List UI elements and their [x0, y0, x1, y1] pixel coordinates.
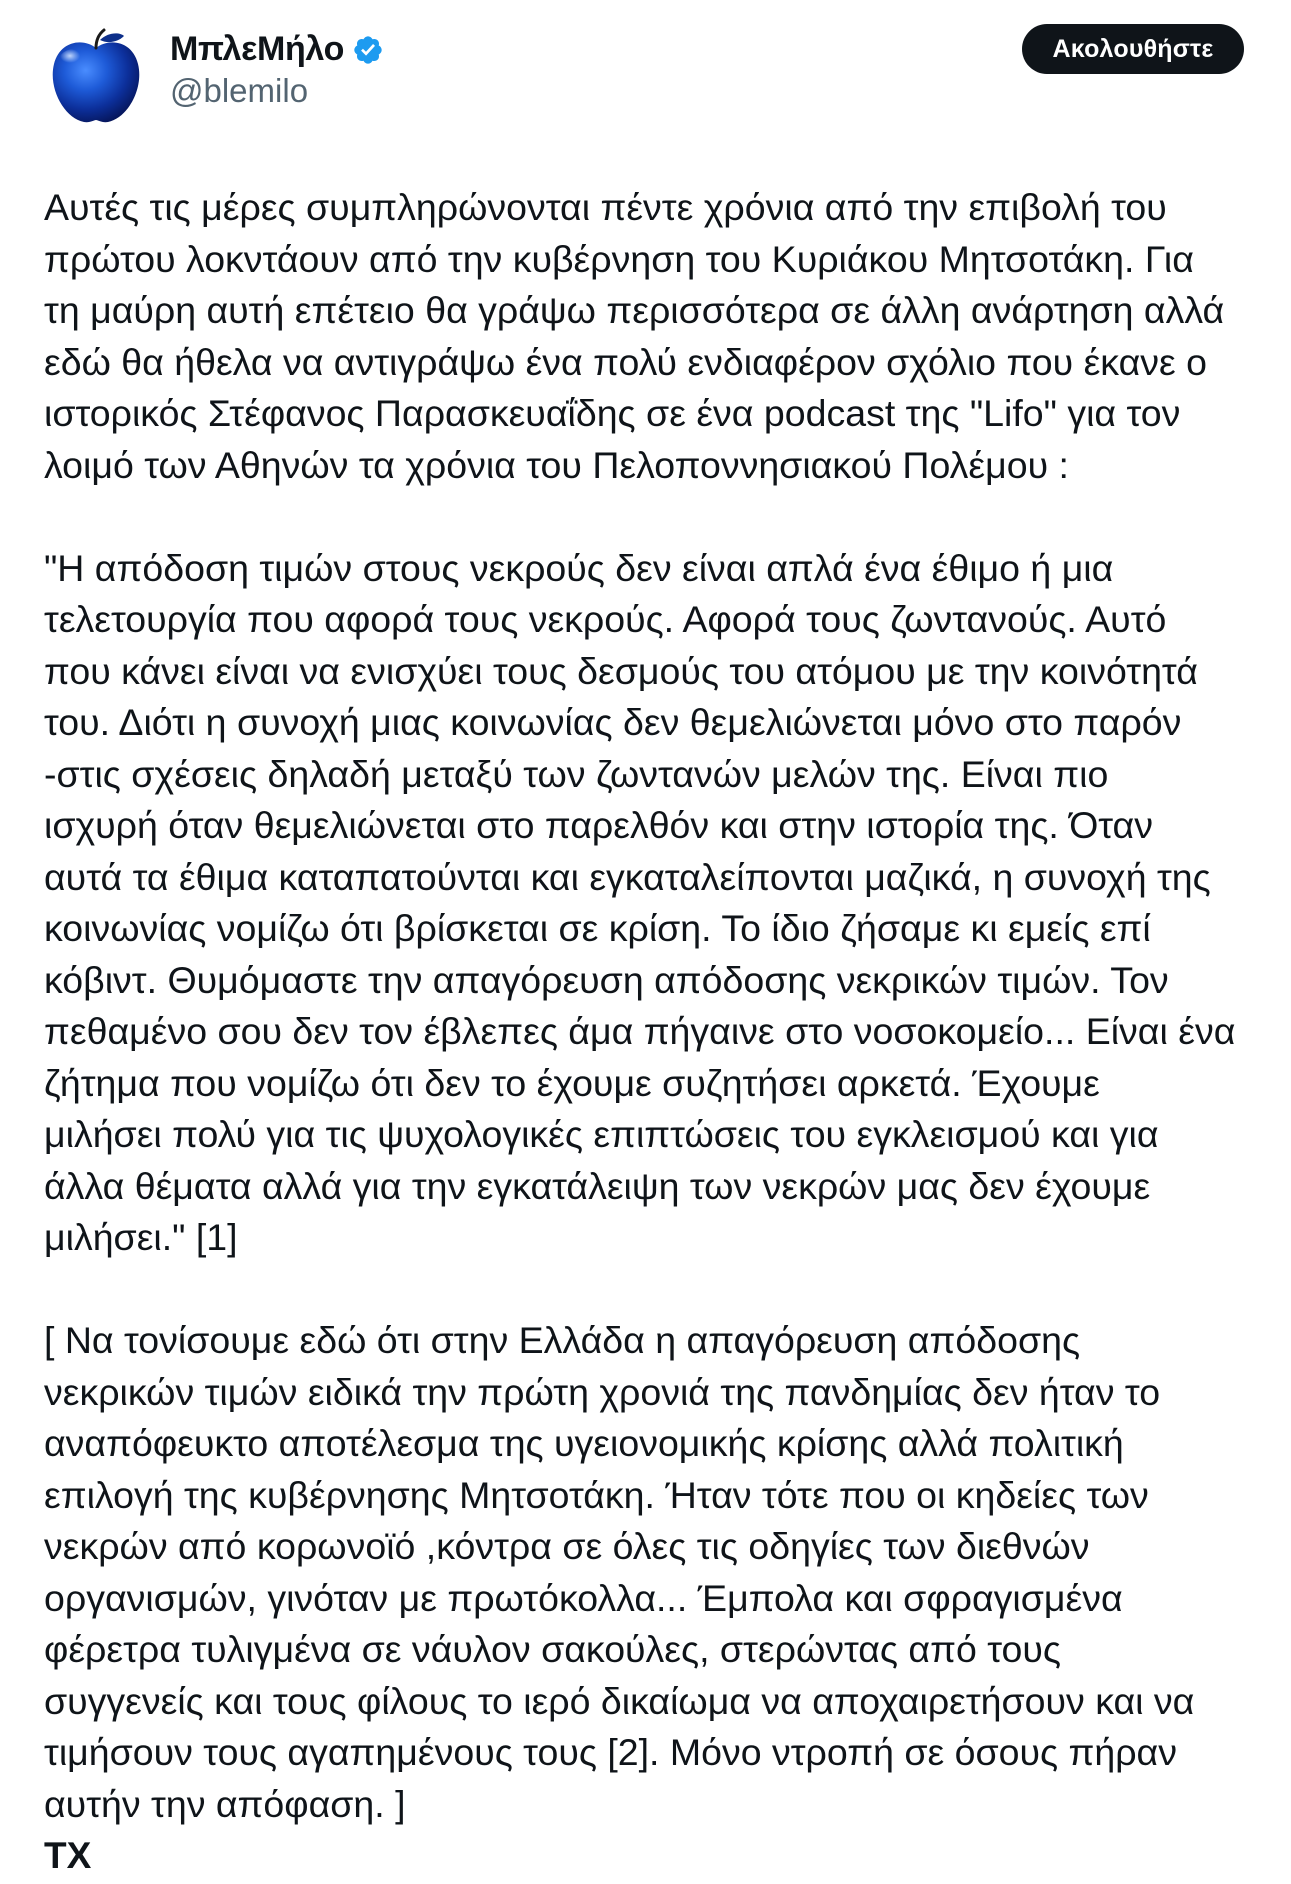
- tweet-paragraph-1: Αυτές τις μέρες συμπληρώνονται πέντε χρόνια από την επιβολή του πρώτου λοκντάουν από την κυβέρνηση του Κυριάκου Μητσοτάκη. Για τη μαύρη αυτή επέτειο θα γράψω περισσότερα σε άλλη ανάρτηση αλλά εδώ θα ήθελα να αντιγράψω ένα πολύ ενδιαφέρον σχόλιο που έκανε ο ιστορικός Στέφανος Παρασκευαΐδης σε ένα podcast της "Lifo" για τον λοιμό των Αθηνών τα χρόνια του Πελοποννησιακού Πολέμου :: [44, 186, 1225, 486]
- tweet-header: [0, 0, 1291, 140]
- author-handle[interactable]: @blemilo: [170, 72, 309, 109]
- paragraph-spacer: [44, 1264, 1264, 1316]
- follow-button[interactable]: Ακολουθήστε: [1022, 24, 1244, 74]
- author-name-row: [170, 30, 384, 69]
- author-display-name[interactable]: ΜπλεΜήλο: [170, 30, 345, 68]
- tweet-paragraph-2: "Η απόδοση τιμών στους νεκρούς δεν είναι απλά ένα έθιμο ή μια τελετουργία που αφορά τους νεκρούς. Αφορά τους ζωντανούς. Αυτό που κάνει είναι να ενισχύει τους δεσμούς του ατόμου με την κοινότητά του. Διότι η συνοχή μιας κοινωνίας δεν θεμελιώνεται μόνο στο παρόν -στις σχέσεις δηλαδή μεταξύ των ζωντανών μελών της. Είναι πιο ισχυρή όταν θεμελιώνεται στο παρελθόν και στην ιστορία της. Όταν αυτά τα έθιμα καταπατούνται και εγκαταλείπονται μαζικά, η συνοχή της κοινωνίας νομίζω ότι βρίσκεται σε κρίση. Το ίδιο ζήσαμε κι εμείς επί κόβιντ. Θυμόμαστε την απαγόρευση απόδοσης νεκρικών τιμών. Τον πεθαμένο σου δεν τον έβλεπες άμα πήγαινε στο νοσοκομείο... Είναι ένα ζήτημα που νομίζω ότι δεν το έχουμε συζητήσει αρκετά. Έχουμε μιλήσει πολύ για τις ψυχολογικές επιπτώσεις του εγκλεισμού και για άλλα θέματα αλλά για την εγκατάλειψη των νεκρών μας δεν έχουμε μιλήσει." [1]: [44, 546, 1236, 1258]
- tweet-signature: ΤΧ: [44, 1835, 92, 1876]
- paragraph-spacer: [44, 491, 1264, 543]
- tweet-text: [44, 182, 1264, 1882]
- blue-apple-avatar[interactable]: [44, 26, 148, 126]
- tweet-paragraph-3: [ Να τονίσουμε εδώ ότι στην Ελλάδα η απαγόρευση απόδοσης νεκρικών τιμών ειδικά την πρώτη χρονιά της πανδημίας δεν ήταν το αναπόφευκτο αποτέλεσμα της υγειονομικής κρίσης αλλά πολιτική επιλογή της κυβέρνησης Μητσοτάκη. Ήταν τότε που οι κηδείες των νεκρών από κορωνοϊό ,κόντρα σε όλες τις οδηγίες των διεθνών οργανισμών, γινόταν με πρωτόκολλα... Έμπολα και σφραγισμένα φέρετρα τυλιγμένα σε νάυλον σακούλες, στερώντας από τους συγγενείς και τους φίλους το ιερό δικαίωμα να αποχαιρετήσουν και να τιμήσουν τους αγαπημένους τους [2]. Μόνο ντροπή σε όσους πήραν αυτήν την απόφαση. ]: [44, 1319, 1195, 1825]
- verified-badge-icon: [352, 34, 384, 66]
